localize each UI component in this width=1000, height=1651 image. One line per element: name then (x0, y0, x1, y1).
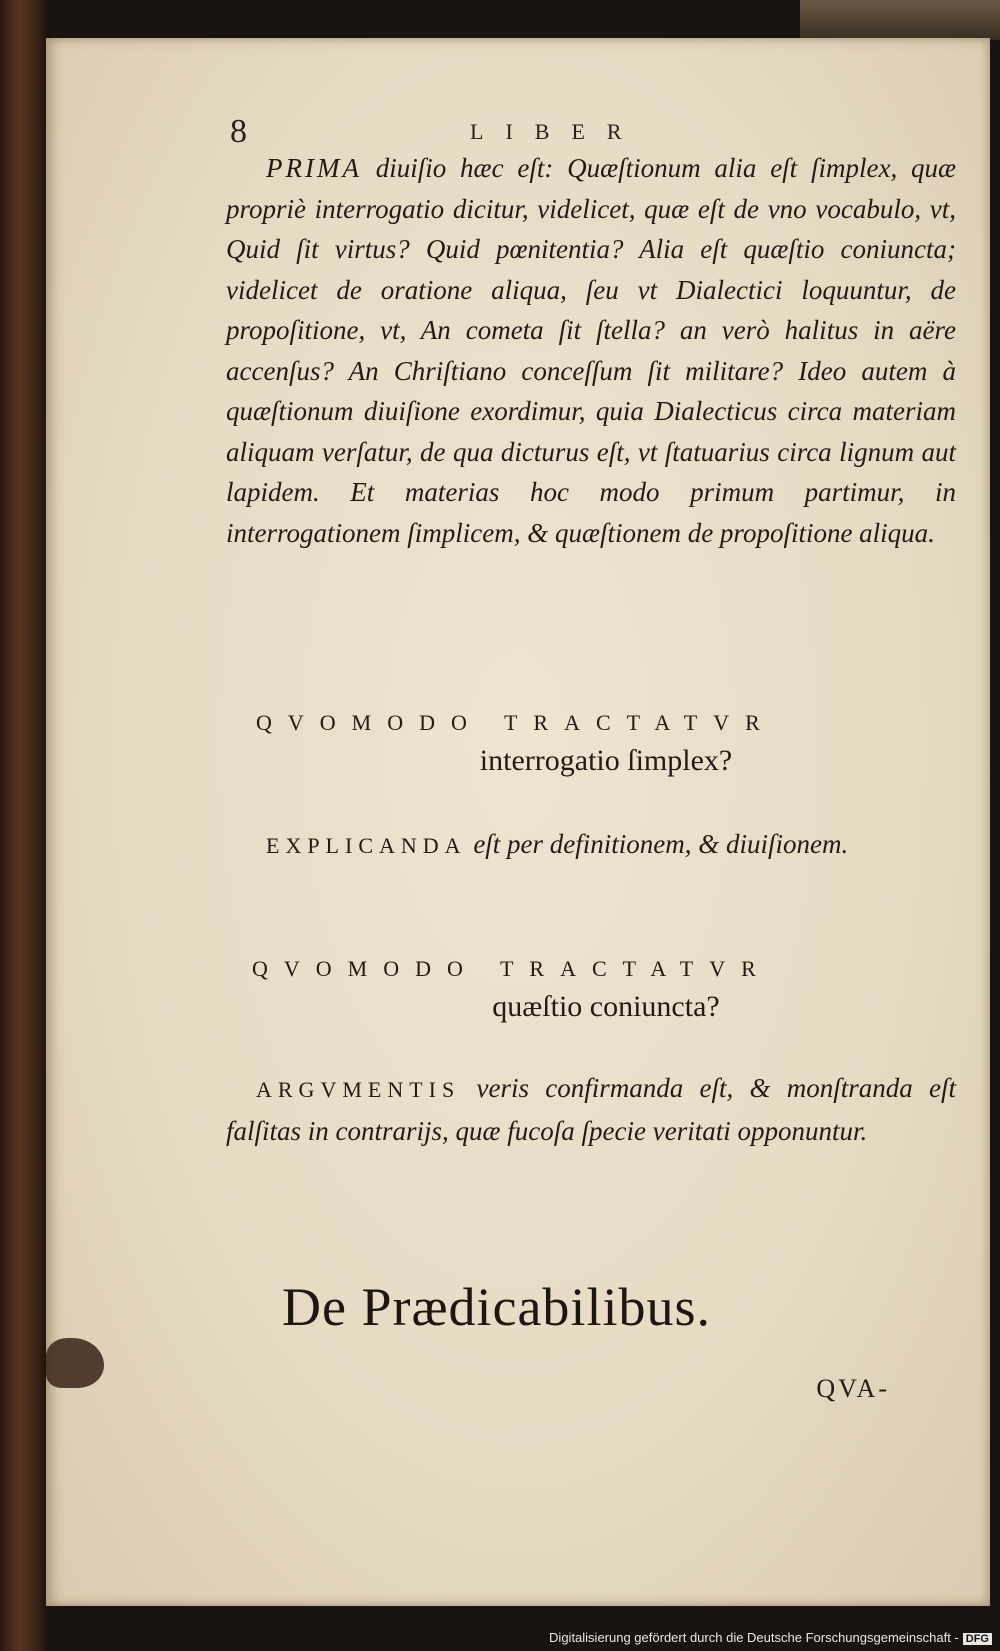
answer-1-text: eſt per definitionem, & diuiſionem. (473, 829, 849, 859)
answer-1 (226, 824, 956, 867)
catchword: QVA- (816, 1374, 890, 1403)
book-page (46, 38, 990, 1606)
question-1-caps: QVOMODO TRACTATVR (256, 710, 776, 735)
paragraph-1-lead: PRIMA (266, 153, 362, 183)
paragraph-1 (226, 148, 956, 553)
book-spine (0, 0, 48, 1651)
answer-2-text: veris confirmanda eſt, & monſtranda eſt falſitas in contrarijs, quæ fucoſa ſpecie veritati opponuntur. (226, 1073, 956, 1146)
dfg-logo: DFG (963, 1633, 992, 1645)
footer-text: Digitalisierung gefördert durch die Deutsche Forschungsgemeinschaft - (549, 1630, 959, 1645)
question-2-rest: quæſtio coniuncta? (492, 990, 720, 1023)
running-title: LIBER (470, 119, 644, 144)
running-head (230, 113, 730, 153)
answer-2-lead: ARGVMENTIS (256, 1077, 461, 1102)
section-heading: De Prædicabilibus. (282, 1277, 711, 1337)
paragraph-1-text: diuiſio hæc eſt: Quæſtionum alia eſt ſimplex, quæ propriè interrogatio dicitur, videlicet, quæ eſt de vno vocabulo, vt, Quid ſit virtus? Quid pœnitentia? Alia eſt quæſtio coniuncta; videlicet de oratione aliqua, ſeu vt Dialectici loquuntur, de propoſitione, vt, An cometa ſit ſtella? an verò halitus in aëre accenſus? An Chriſtiano conceſſum ſit militare? Ideo autem à quæſtionum diuiſione exordimur, quia Dialecticus circa materiam aliquam verſatur, de qua dicturus eſt, vt ſtatuarius circa lignum aut lapidem. Et materias hoc modo primum partimur, in interrogationem ſimplicem, & quæſtionem de propoſitione aliqua. (226, 153, 956, 548)
page-edge-top (800, 0, 1000, 40)
question-1-rest: interrogatio ſimplex? (479, 744, 733, 777)
answer-2 (226, 1068, 956, 1151)
page-text-area (46, 38, 990, 1606)
question-2-caps: QVOMODO TRACTATVR (252, 956, 772, 981)
page-number: 8 (230, 113, 247, 150)
digitization-footer (549, 1630, 992, 1645)
paper-stain (46, 1338, 104, 1388)
answer-1-lead: EXPLICANDA (266, 833, 467, 858)
